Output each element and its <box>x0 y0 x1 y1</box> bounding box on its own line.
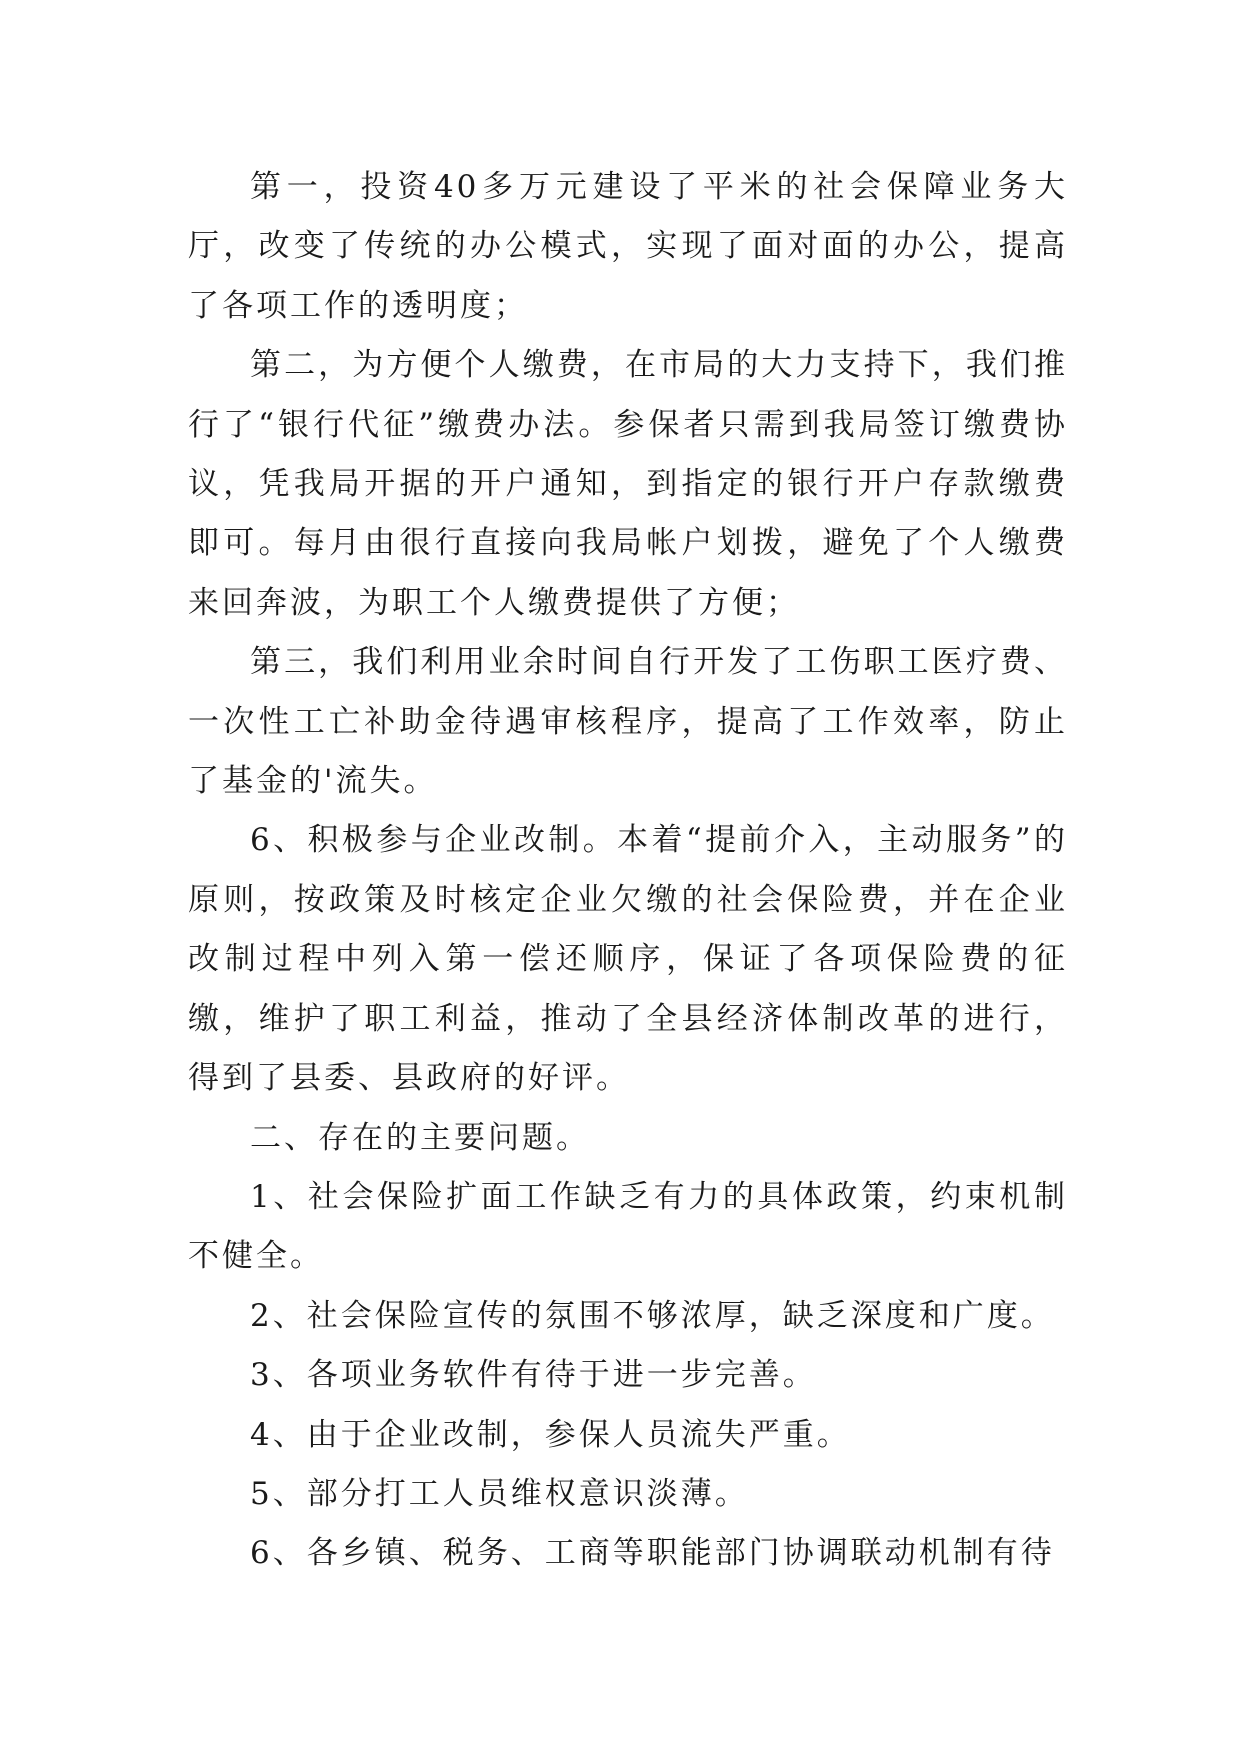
paragraph-third-measure: 第三，我们利用业余时间自行开发了工伤职工医疗费、一次性工亡补助金待遇审核程序，提高了工作效率，防止了基金的'流失。 <box>188 644 1068 800</box>
section-heading-problems: 二、存在的主要问题。 <box>250 1119 590 1156</box>
problem-item-4: 4、由于企业改制，参保人员流失严重。 <box>250 1416 851 1453</box>
paragraph-first-measure: 第一，投资40多万元建设了平米的社会保障业务大厅，改变了传统的办公模式，实现了面对面的办公，提高了各项工作的透明度； <box>188 169 1068 324</box>
paragraph-second-measure: 第二，为方便个人缴费，在市局的大力支持下，我们推行了“银行代征”缴费办法。参保者只需到我局签订缴费协议，凭我局开据的开户通知，到指定的银行开户存款缴费即可。每月由很行直接向我局帐户划拨，避免了个人缴费来回奔波，为职工个人缴费提供了方便； <box>188 347 1068 621</box>
document-body <box>188 158 1068 1584</box>
problem-item-3: 3、各项业务软件有待于进一步完善。 <box>250 1357 817 1394</box>
problem-item-2: 2、社会保险宣传的氛围不够浓厚，缺乏深度和广度。 <box>250 1297 1055 1334</box>
problem-item-6: 6、各乡镇、税务、工商等职能部门协调联动机制有待 <box>250 1535 1055 1572</box>
problem-item-5: 5、部分打工人员维权意识淡薄。 <box>250 1475 749 1512</box>
problem-item-1: 1、社会保险扩面工作缺乏有力的具体政策，约束机制不健全。 <box>188 1178 1068 1275</box>
paragraph-item-6-reform: 6、积极参与企业改制。本着“提前介入，主动服务”的原则，按政策及时核定企业欠缴的社会保险费，并在企业改制过程中列入第一偿还顺序，保证了各项保险费的征缴，维护了职工利益，推动了全县经济体制改革的进行，得到了县委、县政府的好评。 <box>188 822 1068 1097</box>
